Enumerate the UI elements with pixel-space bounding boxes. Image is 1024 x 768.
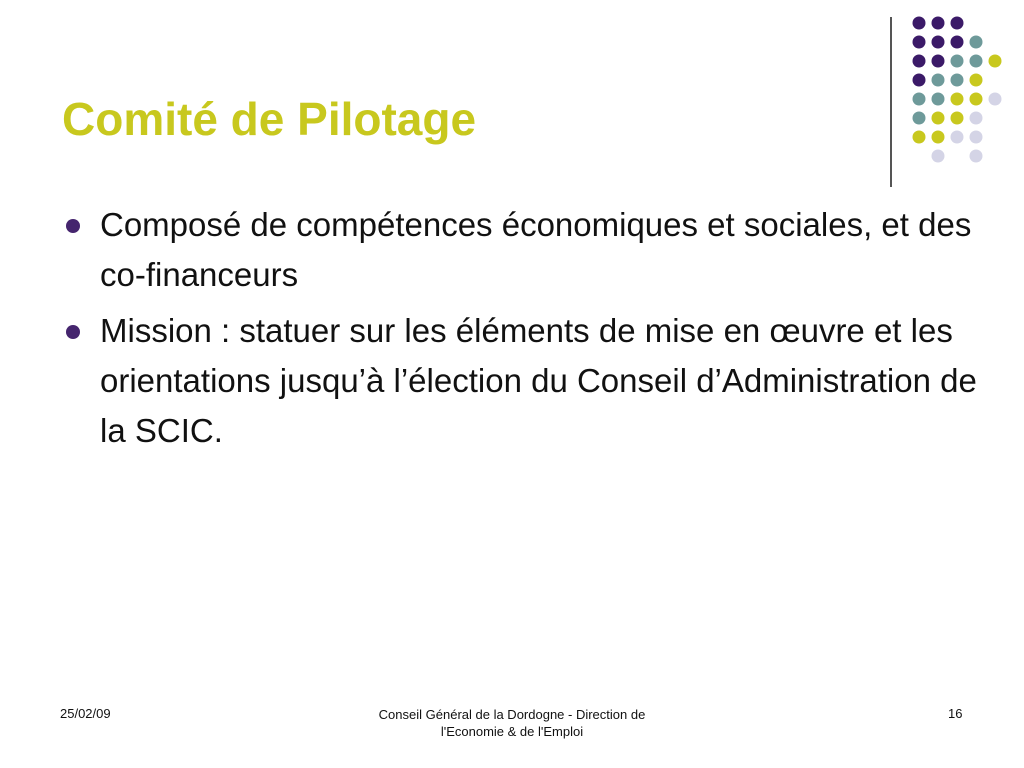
decorative-dot	[951, 17, 964, 30]
bullet-icon	[66, 325, 80, 339]
decorative-dot	[970, 131, 983, 144]
footer-page-number: 16	[948, 706, 963, 721]
decorative-dot	[932, 131, 945, 144]
decorative-dot	[951, 93, 964, 106]
decorative-dot	[913, 36, 926, 49]
decorative-dot	[951, 36, 964, 49]
decorative-dot	[913, 112, 926, 125]
decorative-dot	[932, 150, 945, 163]
footer-date: 25/02/09	[60, 706, 111, 721]
decorative-dot	[932, 74, 945, 87]
bullet-item	[62, 200, 982, 300]
decorative-dot	[932, 17, 945, 30]
decorative-dot	[951, 74, 964, 87]
decorative-dot	[932, 55, 945, 68]
footer-organization	[360, 706, 664, 740]
footer-organization-line2: l'Economie & de l'Emploi	[440, 724, 584, 739]
bullet-item	[62, 306, 982, 456]
slide-title: Comité de Pilotage	[62, 93, 477, 145]
bullet-list	[62, 200, 982, 462]
decorative-dot	[989, 93, 1002, 106]
decorative-dot	[951, 131, 964, 144]
decorative-dot	[913, 131, 926, 144]
decorative-dot	[932, 93, 945, 106]
decorative-dot	[913, 93, 926, 106]
decorative-dot	[970, 36, 983, 49]
decorative-dot	[970, 74, 983, 87]
decorative-dot	[932, 36, 945, 49]
footer-organization-line1: Conseil Général de la Dordogne - Direction de	[378, 707, 646, 722]
bullet-text: Composé de compétences économiques et sociales, et des co-financeurs	[100, 206, 972, 293]
decorative-dot	[970, 55, 983, 68]
decorative-dot	[970, 112, 983, 125]
decorative-dot-grid	[0, 0, 1024, 200]
decorative-dot	[951, 112, 964, 125]
decorative-dot	[913, 17, 926, 30]
decorative-dot	[913, 74, 926, 87]
decorative-dot	[970, 93, 983, 106]
decorative-dot	[951, 55, 964, 68]
decorative-dot	[932, 112, 945, 125]
bullet-text: Mission : statuer sur les éléments de mise en œuvre et les orientations jusqu’à l’élection du Conseil d’Administration de la SCIC.	[100, 312, 977, 449]
decorative-dot	[989, 55, 1002, 68]
decorative-dot	[913, 55, 926, 68]
decorative-dot	[970, 150, 983, 163]
bullet-icon	[66, 219, 80, 233]
